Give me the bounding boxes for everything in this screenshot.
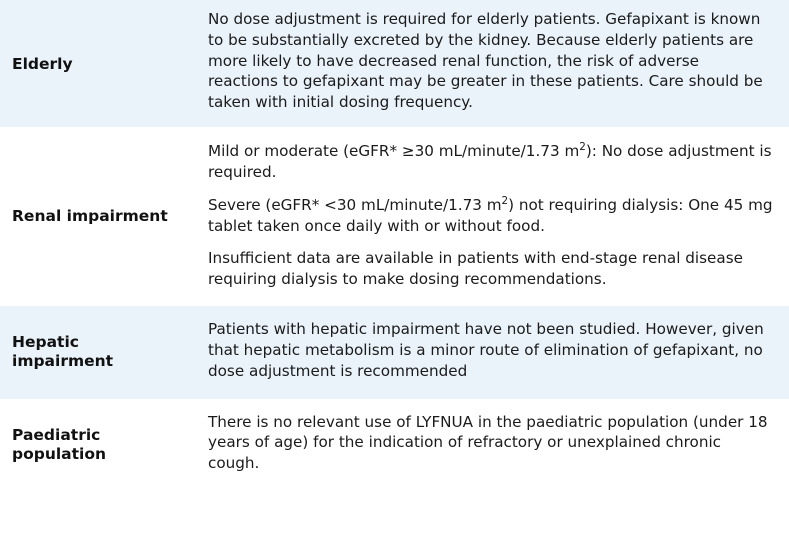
row-label-hepatic-impairment: Hepatic impairment [0,306,198,398]
superscript: 2 [579,141,586,154]
table-row [0,0,789,127]
row-content-elderly [198,0,789,127]
row-content-renal-impairment [198,127,789,306]
paragraph [208,195,773,237]
row-content-hepatic-impairment [198,306,789,398]
paragraph-text: ): No dose adjustment is required. [208,142,772,181]
paragraph: Patients with hepatic impairment have not been studied. However, given that hepatic metabolism is a minor route of elimination of gefapixant, no dose adjustment is recommended [208,320,764,380]
table-row [0,127,789,306]
paragraph-text: ) not requiring dialysis: One 45 mg tablet taken once daily with or without food. [208,195,773,235]
row-label-renal-impairment: Renal impairment [0,127,198,306]
paragraph: No dose adjustment is required for elderly patients. Gefapixant is known to be substantially excreted by the kidney. Because elderly patients are more likely to have decreased renal function, the risk of adverse reactions to gefapixant may be greater in these patients. Care should be taken with initial dosing frequency. [208,10,763,112]
row-label-elderly: Elderly [0,0,198,127]
paragraph-text: Mild or moderate (eGFR* ≥30 mL/minute/1.73 m [208,142,580,161]
table-row [0,306,789,398]
row-content-paediatric-population [198,399,789,492]
superscript: 2 [501,194,509,207]
paragraph: Insufficient data are available in patients with end-stage renal disease requiring dialysis to make dosing recommendations. [208,249,743,289]
paragraph: There is no relevant use of LYFNUA in the paediatric population (under 18 years of age) for the indication of refractory or unexplained chronic cough. [208,412,768,473]
paragraph [208,141,773,183]
paragraph-text: Severe (eGFR* <30 mL/minute/1.73 m [208,195,502,214]
table-row [0,399,789,492]
row-label-paediatric-population: Paediatric population [0,399,198,492]
